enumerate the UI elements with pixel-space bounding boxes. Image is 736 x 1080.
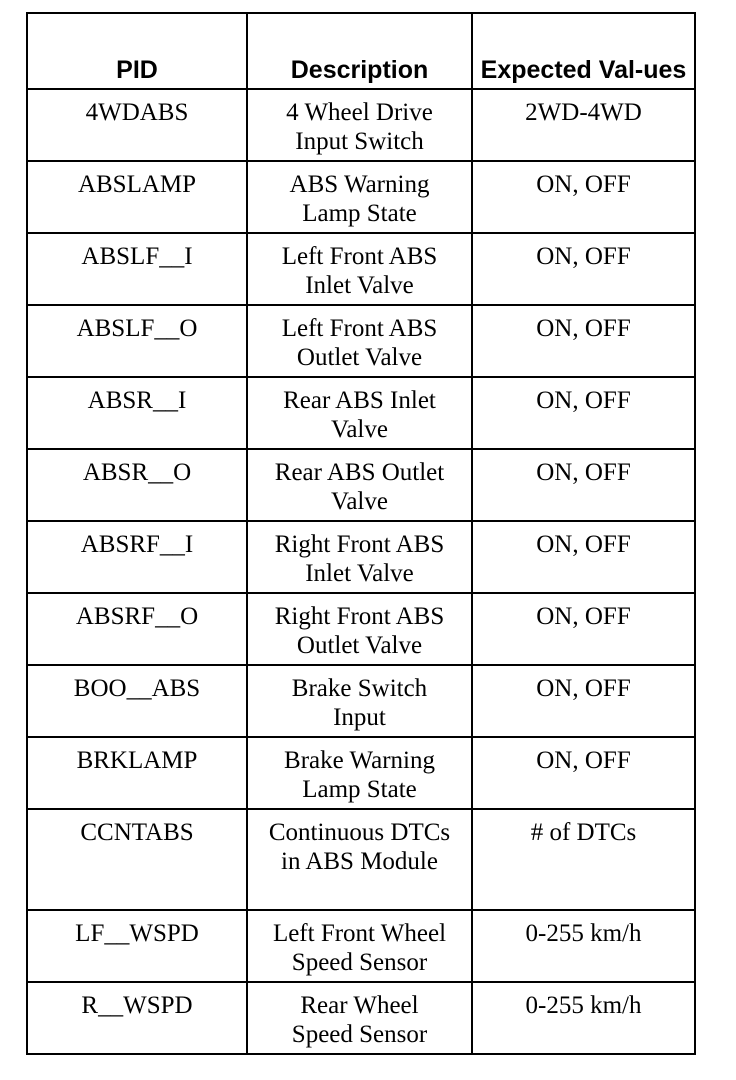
description-cell: Rear ABS Outlet Valve: [247, 449, 472, 521]
table-row: [27, 521, 695, 593]
description-cell: Left Front ABS Inlet Valve: [247, 233, 472, 305]
description-cell: Brake Warning Lamp State: [247, 737, 472, 809]
description-cell: Right Front ABS Outlet Valve: [247, 593, 472, 665]
pid-cell: ABSR__I: [27, 377, 247, 449]
table-row: [27, 305, 695, 377]
expected-values-cell: ON, OFF: [472, 377, 695, 449]
expected-values-cell: ON, OFF: [472, 521, 695, 593]
expected-values-cell: ON, OFF: [472, 161, 695, 233]
table-row: [27, 665, 695, 737]
table-row: [27, 982, 695, 1054]
description-cell: Left Front ABS Outlet Valve: [247, 305, 472, 377]
header-pid: PID: [27, 13, 247, 89]
expected-values-cell: ON, OFF: [472, 593, 695, 665]
expected-values-cell: # of DTCs: [472, 809, 695, 910]
expected-values-cell: 0-255 km/h: [472, 910, 695, 982]
expected-values-cell: ON, OFF: [472, 737, 695, 809]
pid-cell: ABSLF__O: [27, 305, 247, 377]
expected-values-cell: 2WD-4WD: [472, 89, 695, 161]
table-row: [27, 377, 695, 449]
table-row: [27, 809, 695, 910]
table-row: [27, 89, 695, 161]
expected-values-cell: ON, OFF: [472, 305, 695, 377]
table-row: [27, 910, 695, 982]
pid-cell: R__WSPD: [27, 982, 247, 1054]
pid-cell: ABSR__O: [27, 449, 247, 521]
expected-values-cell: ON, OFF: [472, 449, 695, 521]
header-description: Description: [247, 13, 472, 89]
description-cell: ABS Warning Lamp State: [247, 161, 472, 233]
description-cell: Continuous DTCs in ABS Module: [247, 809, 472, 910]
pid-cell: BOO__ABS: [27, 665, 247, 737]
pid-cell: BRKLAMP: [27, 737, 247, 809]
pid-cell: CCNTABS: [27, 809, 247, 910]
expected-values-cell: ON, OFF: [472, 665, 695, 737]
header-expected-values: Expected Val-ues: [472, 13, 695, 89]
description-cell: Rear ABS Inlet Valve: [247, 377, 472, 449]
pid-cell: 4WDABS: [27, 89, 247, 161]
table-row: [27, 161, 695, 233]
description-cell: 4 Wheel Drive Input Switch: [247, 89, 472, 161]
expected-values-cell: ON, OFF: [472, 233, 695, 305]
header-row: [27, 13, 695, 89]
table-row: [27, 233, 695, 305]
pid-cell: ABSRF__O: [27, 593, 247, 665]
pid-cell: ABSLAMP: [27, 161, 247, 233]
pid-table: [26, 12, 696, 1055]
description-cell: Rear Wheel Speed Sensor: [247, 982, 472, 1054]
pid-cell: ABSRF__I: [27, 521, 247, 593]
table-row: [27, 593, 695, 665]
description-cell: Brake Switch Input: [247, 665, 472, 737]
pid-cell: LF__WSPD: [27, 910, 247, 982]
table-row: [27, 449, 695, 521]
description-cell: Right Front ABS Inlet Valve: [247, 521, 472, 593]
description-cell: Left Front Wheel Speed Sensor: [247, 910, 472, 982]
table-row: [27, 737, 695, 809]
expected-values-cell: 0-255 km/h: [472, 982, 695, 1054]
pid-cell: ABSLF__I: [27, 233, 247, 305]
